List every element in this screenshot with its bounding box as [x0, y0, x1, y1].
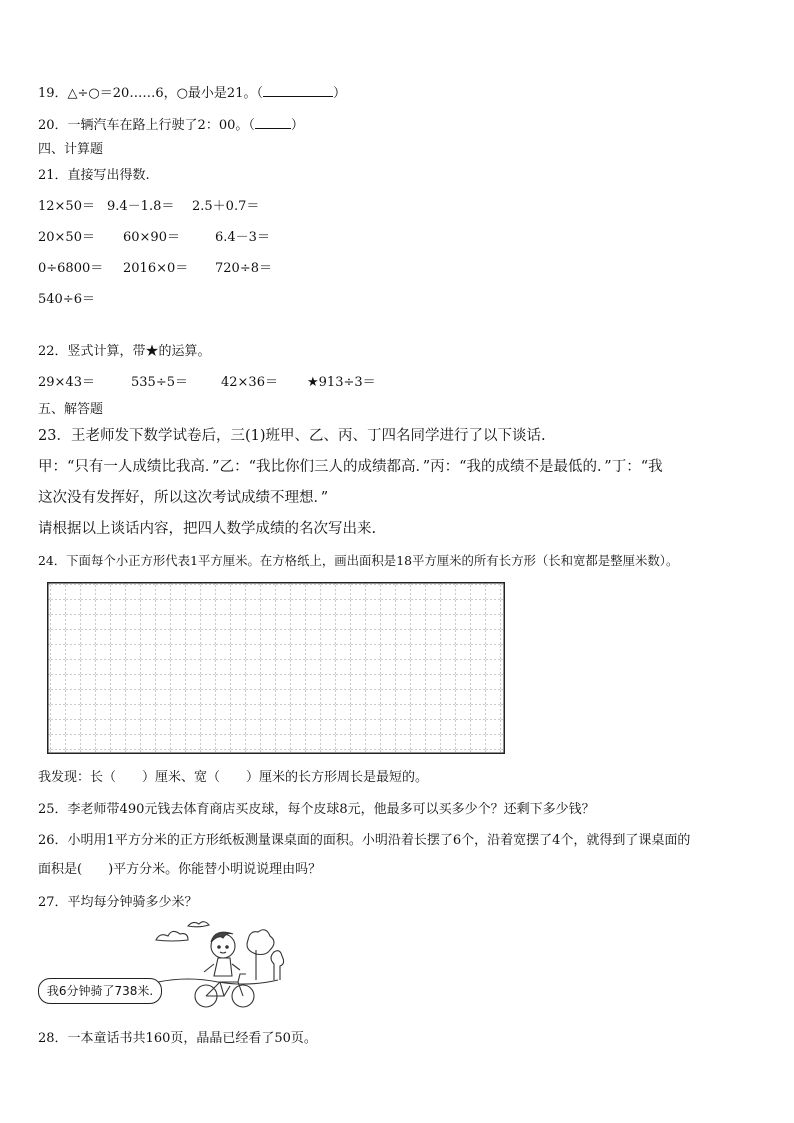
calc-item: 6.4－3＝: [215, 230, 270, 245]
calc-item: 2016×0＝: [123, 261, 189, 276]
question-25: 25．李老师带490元钱去体育商店买皮球，每个皮球8元，他最多可以买多少个？还剩下多少钱？: [38, 802, 595, 817]
calc-item: 12×50＝: [38, 199, 95, 214]
question-23-line: 23．王老师发下数学试卷后，三(1)班甲、乙、丙、丁四名同学进行了以下谈话.: [38, 428, 546, 444]
question-24-title: 24．下面每个小正方形代表1平方厘米。在方格纸上，画出面积是18平方厘米的所有长方形（长和宽都是整厘米数）。: [38, 553, 679, 568]
answer-blank[interactable]: [263, 84, 333, 97]
calc-item: 42×36＝: [221, 375, 278, 390]
grid-paper[interactable]: [47, 582, 505, 754]
calc-item: 540÷6＝: [38, 292, 95, 307]
question-26-line: 面积是( )平方分米。你能替小明说说理由吗？: [38, 862, 322, 877]
calc-item: 9.4－1.8＝: [107, 199, 175, 214]
calc-item: 720÷8＝: [215, 261, 272, 276]
question-20: [38, 116, 304, 134]
question-number: 19．: [38, 86, 68, 101]
question-26-line: 26．小明用1平方分米的正方形纸板测量课桌面的面积。小明沿着长摆了6个，沿着宽摆了4个，就得到了课桌面的: [38, 833, 691, 848]
question-27-title: 27．平均每分钟骑多少米？: [38, 895, 198, 910]
question-text: 一辆汽车在路上行驶了2：00。（: [67, 118, 255, 133]
calc-item: 29×43＝: [38, 375, 95, 390]
question-21-title: 21．直接写出得数.: [38, 168, 150, 183]
question-23-line: 这次没有发挥好，所以这次考试成绩不理想．”: [38, 490, 329, 506]
section-heading-4: 四、计算题: [38, 142, 104, 157]
calc-item: ★913÷3＝: [307, 375, 376, 390]
question-text-end: ）: [290, 118, 304, 133]
calc-item: 0÷6800＝: [38, 261, 104, 276]
question-23-line: 请根据以上谈话内容，把四人数学成绩的名次写出来.: [38, 521, 377, 537]
section-heading-5: 五、解答题: [38, 402, 104, 417]
calc-item: 20×50＝: [38, 230, 95, 245]
question-text: △÷○＝20……6，○最小是21。（: [67, 86, 263, 101]
speech-bubble: 我6分钟骑了738米.: [38, 978, 162, 1004]
calc-item: 535÷5＝: [131, 375, 188, 390]
answer-blank[interactable]: [255, 116, 291, 129]
question-19: [38, 84, 346, 102]
question-23-line: 甲：“只有一人成绩比我高．”乙：“我比你们三人的成绩都高．”丙：“我的成绩不是最低的．”丁：“我: [38, 459, 663, 475]
question-24-finding: 我发现：长（ ）厘米、宽（ ）厘米的长方形周长是最短的。: [38, 770, 429, 785]
calc-item: 2.5＋0.7＝: [192, 199, 260, 214]
calc-item: 60×90＝: [123, 230, 180, 245]
bike-illustration: [38, 918, 298, 1018]
question-22-title: 22．竖式计算，带★的运算。: [38, 344, 211, 359]
question-number: 20．: [38, 118, 68, 133]
question-text-end: ）: [332, 86, 346, 101]
question-28: 28．一本童话书共160页，晶晶已经看了50页。: [38, 1031, 317, 1046]
